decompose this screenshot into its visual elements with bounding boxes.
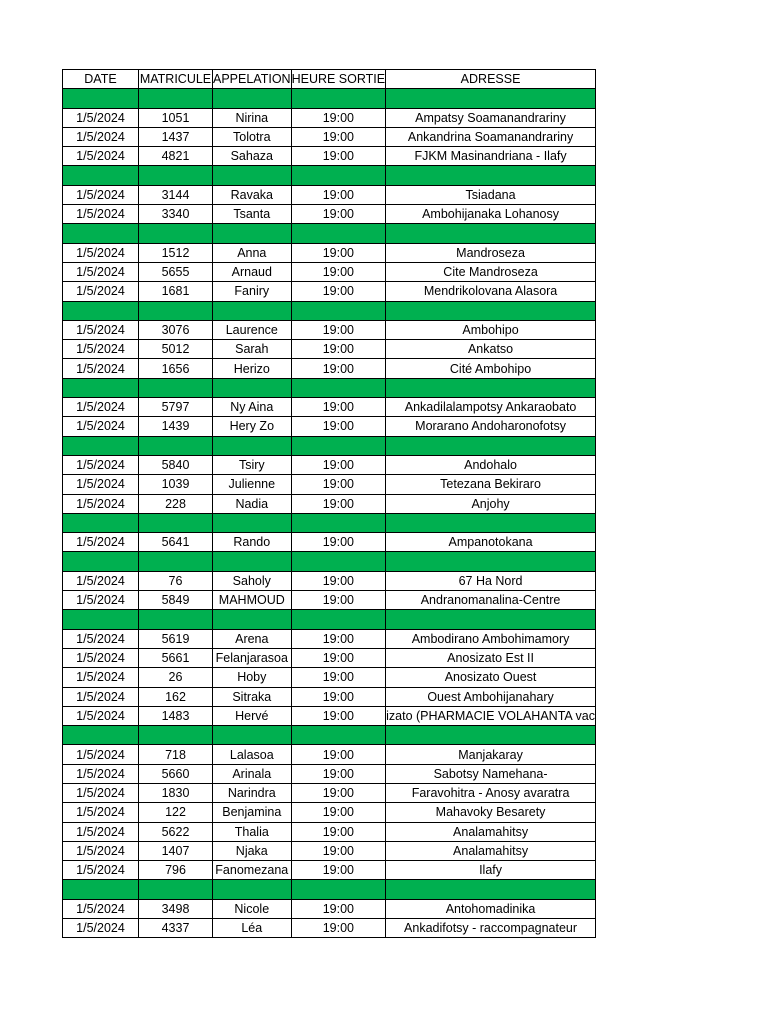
cell-heure-sortie[interactable]: 19:00 (291, 205, 386, 224)
cell-adresse[interactable]: Ampatsy Soamanandrariny (386, 108, 596, 127)
cell-heure-sortie[interactable]: 19:00 (291, 533, 386, 552)
separator-cell[interactable] (63, 89, 139, 108)
cell-matricule[interactable]: 5619 (139, 629, 213, 648)
cell-appelation[interactable]: Sarah (213, 340, 292, 359)
cell-adresse[interactable]: Analamahitsy (386, 822, 596, 841)
cell-appelation[interactable]: Thalia (213, 822, 292, 841)
table-row (63, 243, 596, 262)
cell-heure-sortie[interactable]: 19:00 (291, 417, 386, 436)
table-row (63, 282, 596, 301)
table-row (63, 899, 596, 918)
table-row (63, 783, 596, 802)
cell-adresse[interactable]: Mendrikolovana Alasora (386, 282, 596, 301)
cell-heure-sortie[interactable]: 19:00 (291, 147, 386, 166)
cell-matricule[interactable]: 26 (139, 668, 213, 687)
separator-cell[interactable] (139, 726, 213, 745)
table-row (63, 841, 596, 860)
cell-date[interactable]: 1/5/2024 (63, 764, 139, 783)
cell-heure-sortie[interactable]: 19:00 (291, 861, 386, 880)
cell-matricule[interactable]: 1512 (139, 243, 213, 262)
cell-matricule[interactable]: 1407 (139, 841, 213, 860)
table-row (63, 803, 596, 822)
separator-cell[interactable] (63, 552, 139, 571)
separator-cell[interactable] (213, 89, 292, 108)
cell-adresse[interactable]: Antohomadinika (386, 899, 596, 918)
table-row (63, 745, 596, 764)
cell-matricule[interactable]: 5661 (139, 648, 213, 667)
cell-date[interactable]: 1/5/2024 (63, 147, 139, 166)
separator-cell[interactable] (386, 378, 596, 397)
cell-date[interactable]: 1/5/2024 (63, 359, 139, 378)
group-separator-row (63, 610, 596, 629)
separator-cell[interactable] (386, 513, 596, 532)
table-row (63, 494, 596, 513)
separator-cell[interactable] (213, 610, 292, 629)
cell-appelation[interactable]: Tsiry (213, 455, 292, 474)
cell-adresse[interactable]: Anosizato Est II (386, 648, 596, 667)
group-separator-row (63, 513, 596, 532)
cell-date[interactable]: 1/5/2024 (63, 803, 139, 822)
cell-date[interactable]: 1/5/2024 (63, 243, 139, 262)
cell-date[interactable]: 1/5/2024 (63, 533, 139, 552)
separator-cell[interactable] (139, 552, 213, 571)
group-separator-row (63, 880, 596, 899)
cell-date[interactable]: 1/5/2024 (63, 398, 139, 417)
separator-cell[interactable] (63, 436, 139, 455)
cell-appelation[interactable]: Felanjarasoa (213, 648, 292, 667)
cell-date[interactable]: 1/5/2024 (63, 668, 139, 687)
cell-date[interactable]: 1/5/2024 (63, 822, 139, 841)
separator-cell[interactable] (386, 610, 596, 629)
cell-heure-sortie[interactable]: 19:00 (291, 591, 386, 610)
cell-appelation[interactable]: Arinala (213, 764, 292, 783)
cell-matricule[interactable]: 1439 (139, 417, 213, 436)
separator-cell[interactable] (63, 166, 139, 185)
separator-cell[interactable] (63, 610, 139, 629)
separator-cell[interactable] (291, 224, 386, 243)
cell-appelation[interactable]: Saholy (213, 571, 292, 590)
group-separator-row (63, 726, 596, 745)
cell-heure-sortie[interactable]: 19:00 (291, 282, 386, 301)
cell-heure-sortie[interactable]: 19:00 (291, 108, 386, 127)
cell-adresse[interactable]: Ankadifotsy - raccompagnateur (386, 919, 596, 938)
separator-cell[interactable] (139, 166, 213, 185)
cell-heure-sortie[interactable]: 19:00 (291, 359, 386, 378)
cell-heure-sortie[interactable]: 19:00 (291, 899, 386, 918)
cell-adresse[interactable]: Manjakaray (386, 745, 596, 764)
separator-cell[interactable] (386, 301, 596, 320)
cell-date[interactable]: 1/5/2024 (63, 205, 139, 224)
cell-matricule[interactable]: 1039 (139, 475, 213, 494)
cell-date[interactable]: 1/5/2024 (63, 455, 139, 474)
cell-matricule[interactable]: 1681 (139, 282, 213, 301)
separator-cell[interactable] (139, 436, 213, 455)
table-row (63, 706, 596, 725)
cell-appelation[interactable]: Laurence (213, 320, 292, 339)
cell-matricule[interactable]: 5849 (139, 591, 213, 610)
cell-appelation[interactable]: Nirina (213, 108, 292, 127)
group-separator-row (63, 436, 596, 455)
cell-appelation[interactable]: Nicole (213, 899, 292, 918)
cell-appelation[interactable]: Hervé (213, 706, 292, 725)
cell-adresse[interactable]: Mahavoky Besarety (386, 803, 596, 822)
cell-matricule[interactable]: 796 (139, 861, 213, 880)
cell-adresse[interactable]: Andohalo (386, 455, 596, 474)
cell-adresse[interactable]: FJKM Masinandriana - Ilafy (386, 147, 596, 166)
cell-date[interactable]: 1/5/2024 (63, 282, 139, 301)
separator-cell[interactable] (386, 166, 596, 185)
cell-appelation[interactable]: Narindra (213, 783, 292, 802)
cell-matricule[interactable]: 122 (139, 803, 213, 822)
table-row (63, 205, 596, 224)
cell-date[interactable]: 1/5/2024 (63, 841, 139, 860)
table-row (63, 417, 596, 436)
cell-adresse[interactable]: Morarano Andoharonofotsy (386, 417, 596, 436)
separator-cell[interactable] (386, 880, 596, 899)
table-row (63, 475, 596, 494)
cell-adresse[interactable]: Anosizato Ouest (386, 668, 596, 687)
cell-date[interactable]: 1/5/2024 (63, 571, 139, 590)
cell-appelation[interactable]: Hoby (213, 668, 292, 687)
header-date[interactable]: DATE (63, 70, 139, 89)
cell-date[interactable]: 1/5/2024 (63, 648, 139, 667)
cell-adresse[interactable]: Tetezana Bekiraro (386, 475, 596, 494)
cell-appelation[interactable]: Hery Zo (213, 417, 292, 436)
table-row (63, 668, 596, 687)
separator-cell[interactable] (139, 89, 213, 108)
separator-cell[interactable] (63, 726, 139, 745)
separator-cell[interactable] (213, 301, 292, 320)
cell-date[interactable]: 1/5/2024 (63, 861, 139, 880)
cell-matricule[interactable]: 4337 (139, 919, 213, 938)
cell-matricule[interactable]: 718 (139, 745, 213, 764)
cell-matricule[interactable]: 5840 (139, 455, 213, 474)
cell-adresse[interactable]: Analamahitsy (386, 841, 596, 860)
separator-cell[interactable] (291, 166, 386, 185)
cell-appelation[interactable]: Tolotra (213, 127, 292, 146)
header-appelation[interactable]: APPELATION (213, 70, 292, 89)
cell-adresse[interactable]: Faravohitra - Anosy avaratra (386, 783, 596, 802)
cell-matricule[interactable]: 5622 (139, 822, 213, 841)
cell-date[interactable]: 1/5/2024 (63, 783, 139, 802)
header-row (63, 70, 596, 89)
cell-date[interactable]: 1/5/2024 (63, 899, 139, 918)
cell-appelation[interactable]: Sahaza (213, 147, 292, 166)
separator-cell[interactable] (386, 436, 596, 455)
cell-matricule[interactable]: 1656 (139, 359, 213, 378)
header-adresse[interactable]: ADRESSE (386, 70, 596, 89)
cell-adresse[interactable]: Ankatso (386, 340, 596, 359)
cell-adresse[interactable]: Ambodirano Ambohimamory (386, 629, 596, 648)
separator-cell[interactable] (213, 436, 292, 455)
table-row (63, 340, 596, 359)
cell-matricule[interactable]: 5641 (139, 533, 213, 552)
table-row (63, 398, 596, 417)
table-row (63, 127, 596, 146)
separator-cell[interactable] (386, 89, 596, 108)
group-separator-row (63, 224, 596, 243)
separator-cell[interactable] (386, 552, 596, 571)
separator-cell[interactable] (291, 301, 386, 320)
cell-appelation[interactable]: Rando (213, 533, 292, 552)
cell-matricule[interactable]: 4821 (139, 147, 213, 166)
cell-date[interactable]: 1/5/2024 (63, 185, 139, 204)
table-row (63, 861, 596, 880)
table-body (63, 89, 596, 938)
separator-cell[interactable] (213, 513, 292, 532)
separator-cell[interactable] (63, 301, 139, 320)
table-row (63, 919, 596, 938)
cell-heure-sortie[interactable]: 19:00 (291, 706, 386, 725)
cell-appelation[interactable]: Njaka (213, 841, 292, 860)
cell-adresse[interactable]: Anjohy (386, 494, 596, 513)
cell-appelation[interactable]: MAHMOUD (213, 591, 292, 610)
group-separator-row (63, 301, 596, 320)
cell-heure-sortie[interactable]: 19:00 (291, 262, 386, 281)
cell-adresse[interactable]: Ankadilalampotsy Ankaraobato (386, 398, 596, 417)
cell-heure-sortie[interactable]: 19:00 (291, 320, 386, 339)
separator-cell[interactable] (63, 378, 139, 397)
separator-cell[interactable] (291, 378, 386, 397)
cell-matricule[interactable]: 3340 (139, 205, 213, 224)
cell-appelation[interactable]: Faniry (213, 282, 292, 301)
cell-heure-sortie[interactable]: 19:00 (291, 783, 386, 802)
group-separator-row (63, 166, 596, 185)
table-row (63, 147, 596, 166)
cell-matricule[interactable]: 1483 (139, 706, 213, 725)
separator-cell[interactable] (386, 726, 596, 745)
cell-adresse[interactable]: Ouest Ambohijanahary (386, 687, 596, 706)
cell-adresse[interactable]: Ambohipo (386, 320, 596, 339)
separator-cell[interactable] (291, 610, 386, 629)
cell-heure-sortie[interactable]: 19:00 (291, 243, 386, 262)
header-heure-sortie[interactable]: HEURE SORTIE (291, 70, 386, 89)
cell-appelation[interactable]: Tsanta (213, 205, 292, 224)
group-separator-row (63, 89, 596, 108)
cell-heure-sortie[interactable]: 19:00 (291, 668, 386, 687)
cell-appelation[interactable]: Fanomezana (213, 861, 292, 880)
cell-adresse[interactable]: Sabotsy Namehana- (386, 764, 596, 783)
cell-appelation[interactable]: Julienne (213, 475, 292, 494)
cell-matricule[interactable]: 3498 (139, 899, 213, 918)
cell-date[interactable]: 1/5/2024 (63, 417, 139, 436)
cell-matricule[interactable]: 3144 (139, 185, 213, 204)
cell-heure-sortie[interactable]: 19:00 (291, 571, 386, 590)
separator-cell[interactable] (139, 610, 213, 629)
cell-matricule[interactable]: 162 (139, 687, 213, 706)
table-row (63, 262, 596, 281)
cell-adresse[interactable]: Mandroseza (386, 243, 596, 262)
separator-cell[interactable] (213, 880, 292, 899)
cell-appelation[interactable]: Arena (213, 629, 292, 648)
cell-matricule[interactable]: 76 (139, 571, 213, 590)
cell-appelation[interactable]: Ny Aina (213, 398, 292, 417)
header-matricule[interactable]: MATRICULE (139, 70, 213, 89)
separator-cell[interactable] (63, 224, 139, 243)
cell-heure-sortie[interactable]: 19:00 (291, 764, 386, 783)
cell-adresse[interactable]: Tsiadana (386, 185, 596, 204)
cell-date[interactable]: 1/5/2024 (63, 320, 139, 339)
table-row (63, 687, 596, 706)
cell-date[interactable]: 1/5/2024 (63, 745, 139, 764)
separator-cell[interactable] (291, 436, 386, 455)
cell-adresse[interactable]: Ilafy (386, 861, 596, 880)
cell-heure-sortie[interactable]: 19:00 (291, 340, 386, 359)
cell-adresse[interactable]: Andranomanalina-Centre (386, 591, 596, 610)
cell-heure-sortie[interactable]: 19:00 (291, 494, 386, 513)
table-row (63, 320, 596, 339)
cell-appelation[interactable]: Léa (213, 919, 292, 938)
separator-cell[interactable] (63, 880, 139, 899)
cell-heure-sortie[interactable]: 19:00 (291, 398, 386, 417)
cell-date[interactable]: 1/5/2024 (63, 629, 139, 648)
cell-date[interactable]: 1/5/2024 (63, 919, 139, 938)
cell-appelation[interactable]: Benjamina (213, 803, 292, 822)
cell-date[interactable]: 1/5/2024 (63, 108, 139, 127)
table-row (63, 764, 596, 783)
table-row (63, 185, 596, 204)
cell-heure-sortie[interactable]: 19:00 (291, 822, 386, 841)
table-row (63, 629, 596, 648)
cell-heure-sortie[interactable]: 19:00 (291, 127, 386, 146)
cell-heure-sortie[interactable]: 19:00 (291, 687, 386, 706)
table-row (63, 359, 596, 378)
separator-cell[interactable] (291, 880, 386, 899)
cell-appelation[interactable]: Anna (213, 243, 292, 262)
cell-appelation[interactable]: Herizo (213, 359, 292, 378)
group-separator-row (63, 378, 596, 397)
cell-matricule[interactable]: 1437 (139, 127, 213, 146)
cell-matricule[interactable]: 228 (139, 494, 213, 513)
cell-heure-sortie[interactable]: 19:00 (291, 745, 386, 764)
separator-cell[interactable] (213, 378, 292, 397)
cell-appelation[interactable]: Nadia (213, 494, 292, 513)
cell-heure-sortie[interactable]: 19:00 (291, 803, 386, 822)
cell-adresse[interactable]: Ankandrina Soamanandrariny (386, 127, 596, 146)
cell-adresse[interactable]: Cite Mandroseza (386, 262, 596, 281)
cell-heure-sortie[interactable]: 19:00 (291, 648, 386, 667)
separator-cell[interactable] (291, 552, 386, 571)
cell-date[interactable]: 1/5/2024 (63, 340, 139, 359)
cell-date[interactable]: 1/5/2024 (63, 687, 139, 706)
cell-appelation[interactable]: Ravaka (213, 185, 292, 204)
table-row (63, 533, 596, 552)
cell-heure-sortie[interactable]: 19:00 (291, 475, 386, 494)
separator-cell[interactable] (63, 513, 139, 532)
separator-cell[interactable] (213, 726, 292, 745)
cell-matricule[interactable]: 5012 (139, 340, 213, 359)
separator-cell[interactable] (291, 513, 386, 532)
cell-appelation[interactable]: Lalasoa (213, 745, 292, 764)
separator-cell[interactable] (291, 89, 386, 108)
cell-adresse[interactable]: Ambohijanaka Lohanosy (386, 205, 596, 224)
table-row (63, 648, 596, 667)
cell-matricule[interactable]: 1051 (139, 108, 213, 127)
cell-date[interactable]: 1/5/2024 (63, 591, 139, 610)
cell-matricule[interactable]: 5660 (139, 764, 213, 783)
separator-cell[interactable] (139, 513, 213, 532)
table-row (63, 591, 596, 610)
cell-matricule[interactable]: 5655 (139, 262, 213, 281)
cell-date[interactable]: 1/5/2024 (63, 262, 139, 281)
table-row (63, 455, 596, 474)
separator-cell[interactable] (213, 224, 292, 243)
table-row (63, 108, 596, 127)
cell-heure-sortie[interactable]: 19:00 (291, 629, 386, 648)
cell-adresse[interactable]: 67 Ha Nord (386, 571, 596, 590)
separator-cell[interactable] (291, 726, 386, 745)
separator-cell[interactable] (213, 552, 292, 571)
cell-heure-sortie[interactable]: 19:00 (291, 185, 386, 204)
separator-cell[interactable] (386, 224, 596, 243)
cell-adresse[interactable]: izato (PHARMACIE VOLAHANTA vac (386, 706, 596, 725)
separator-cell[interactable] (139, 880, 213, 899)
cell-appelation[interactable]: Arnaud (213, 262, 292, 281)
cell-date[interactable]: 1/5/2024 (63, 494, 139, 513)
separator-cell[interactable] (139, 224, 213, 243)
separator-cell[interactable] (213, 166, 292, 185)
cell-heure-sortie[interactable]: 19:00 (291, 455, 386, 474)
cell-matricule[interactable]: 5797 (139, 398, 213, 417)
table-row (63, 822, 596, 841)
cell-heure-sortie[interactable]: 19:00 (291, 841, 386, 860)
table-row (63, 571, 596, 590)
transport-schedule-table (62, 69, 596, 938)
separator-cell[interactable] (139, 301, 213, 320)
separator-cell[interactable] (139, 378, 213, 397)
group-separator-row (63, 552, 596, 571)
cell-adresse[interactable]: Ampanotokana (386, 533, 596, 552)
cell-matricule[interactable]: 1830 (139, 783, 213, 802)
cell-matricule[interactable]: 3076 (139, 320, 213, 339)
cell-date[interactable]: 1/5/2024 (63, 475, 139, 494)
cell-date[interactable]: 1/5/2024 (63, 706, 139, 725)
cell-date[interactable]: 1/5/2024 (63, 127, 139, 146)
cell-adresse[interactable]: Cité Ambohipo (386, 359, 596, 378)
cell-heure-sortie[interactable]: 19:00 (291, 919, 386, 938)
cell-appelation[interactable]: Sitraka (213, 687, 292, 706)
